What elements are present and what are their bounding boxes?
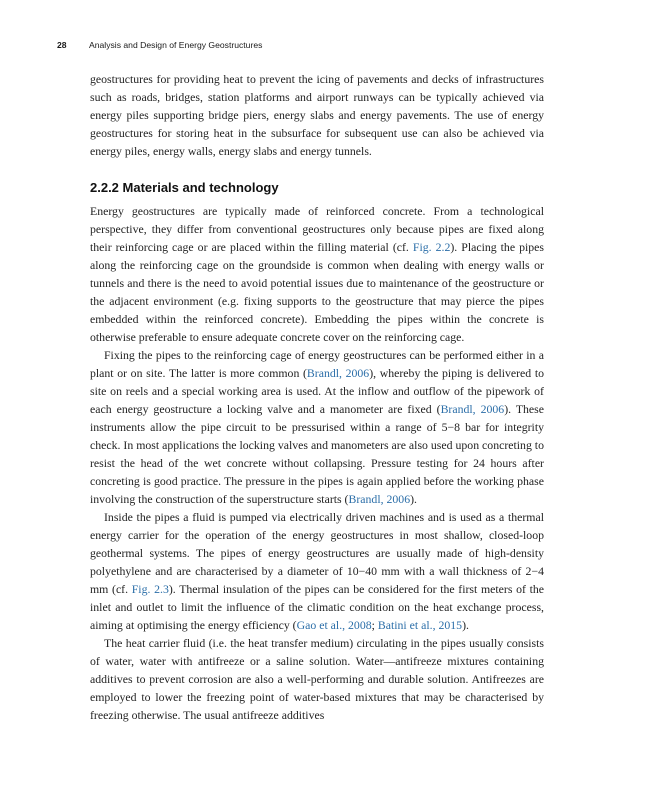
body-text [90,70,544,724]
citation-link[interactable]: Batini et al., 2015 [377,618,463,632]
figure-link[interactable]: Fig. 2.2 [412,240,451,254]
paragraph-3: Inside the pipes a fluid is pumped via electrically driven machines and is used as a thermal energy carrier for the operation of the energy geostructures in most shallow, closed-loop geothermal systems. The pipes of energy geostructures are usually made of high-density polyethylene and are characterised by a diameter of 10−40 mm with a wall thickness of 2−4 mm (cf. Fig. 2.3). Thermal insulation of the pipes can be considered for the first meters of the inlet and outlet to limit the influence of the climatic condition on the heat exchange process, aiming at optimising the energy efficiency (Gao et al., 2008; Batini et al., 2015). [90,510,545,632]
section-heading: 2.2.2 Materials and technology [90,180,279,195]
citation-link[interactable]: Gao et al., 2008 [296,618,372,632]
intro-paragraph: geostructures for providing heat to prevent the icing of pavements and decks of infrastructures such as roads, bridges, station platforms and airport runways can be typically achieved via energy piles supporting bridge piers, energy slabs and energy pavements. The use of energy geostructures for storing heat in the subsurface for subsequent use can also be achieved via energy piles, energy walls, energy slabs and energy tunnels. [90,72,544,158]
paragraph-2: Fixing the pipes to the reinforcing cage of energy geostructures can be performed either in a plant or on site. The latter is more common (Brandl, 2006), whereby the piping is delivered to site on reels and a special working area is used. At the inflow and outflow of the pipework of each energy geostructure a locking valve and a manometer are fixed (Brandl, 2006). These instruments allow the pipe circuit to be pressurised within a range of 5−8 bar for integrity check. In most applications the locking valves and manometers are also used upon concreting to resist the head of the wet concrete without collapsing. Pressure testing for 24 hours after concreting is good practice. The pressure in the pipes is again applied before the working phase involving the construction of the superstructure starts (Brandl, 2006). [90,348,545,506]
running-title: Analysis and Design of Energy Geostructures [89,40,263,50]
citation-link[interactable]: Brandl, 2006 [306,366,370,380]
paragraph-4: The heat carrier fluid (i.e. the heat transfer medium) circulating in the pipes usually consists of water, water with antifreeze or a saline solution. Water—antifreeze mixtures containing additives to prevent corrosion are also a well-performing and durable solution. Antifreezes are employed to lower the freezing point of water-based mixtures that may be characterised by freezing otherwise. The usual antifreeze additives [90,636,544,722]
figure-link[interactable]: Fig. 2.3 [131,582,169,596]
citation-link[interactable]: Brandl, 2006 [440,402,505,416]
paragraph-1: Energy geostructures are typically made of reinforced concrete. From a technological perspective, they differ from conventional geostructures only because pipes are fixed along their reinforcing cage or are placed within the filling material (cf. Fig. 2.2). Placing the pipes along the reinforcing cage on the groundside is common when dealing with energy walls or tunnels and there is the need to avoid potential issues due to maintenance of the geostructure or the adjacent environment (e.g. fixing supports to the geostructure that may pierce the pipes embedded within the reinforced concrete). Embedding the pipes within the concrete is otherwise preferable to ensure adequate concrete cover on the reinforcing cage. [90,204,544,344]
running-head [57,40,557,54]
page-number: 28 [57,40,67,50]
citation-link[interactable]: Brandl, 2006 [348,492,411,506]
